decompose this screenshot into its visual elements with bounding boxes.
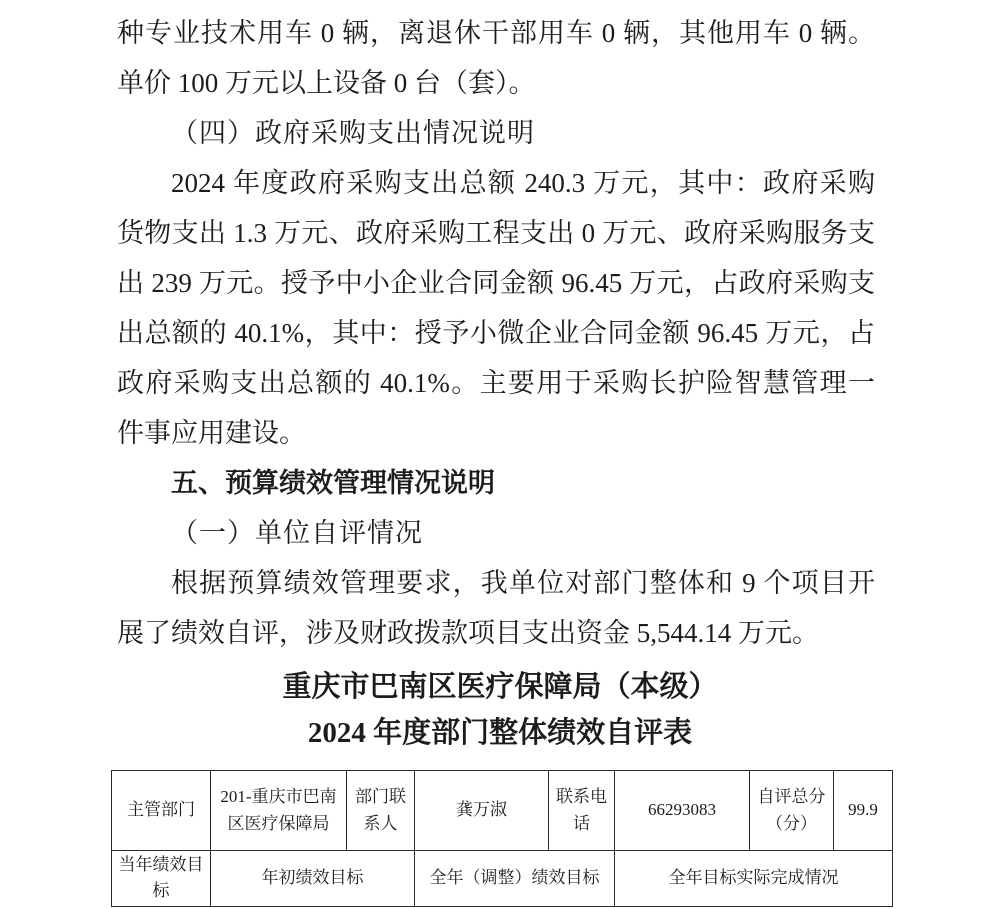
adjusted-target-header: 全年（调整）绩效目标 [415, 851, 615, 907]
body-line: 展了绩效自评，涉及财政拨款项目支出资金 5,544.14 万元。 [117, 618, 819, 648]
phone-label: 联系电话 [549, 771, 615, 851]
body-line: 政府采购支出总额的 40.1%。主要用于采购长护险智慧管理一 [117, 368, 875, 398]
table-title-block [0, 664, 1000, 756]
self-eval-table [111, 770, 893, 907]
dept-label: 主管部门 [112, 771, 211, 851]
body-line: 出总额的 40.1%，其中：授予小微企业合同金额 96.45 万元，占 [117, 318, 875, 348]
subsection-heading-1: （一）单位自评情况 [171, 518, 423, 548]
current-year-target-label: 当年绩效目标 [112, 851, 211, 907]
body-line: 出 239 万元。授予中小企业合同金额 96.45 万元，占政府采购支 [117, 268, 875, 298]
table-title-year: 2024 年度部门整体绩效自评表 [307, 717, 693, 749]
section-heading-5: 五、预算绩效管理情况说明 [171, 468, 495, 498]
body-line: 单价 100 万元以上设备 0 台（套）。 [117, 68, 536, 98]
initial-target-header: 年初绩效目标 [211, 851, 415, 907]
body-line: 根据预算绩效管理要求，我单位对部门整体和 9 个项目开 [171, 568, 875, 598]
contact-value: 龚万淑 [415, 771, 549, 851]
table-row [112, 851, 893, 907]
subsection-heading-4: （四）政府采购支出情况说明 [171, 118, 535, 148]
table-title-org: 重庆市巴南区医疗保障局（本级） [282, 671, 718, 703]
body-line: 货物支出 1.3 万元、政府采购工程支出 0 万元、政府采购服务支 [117, 218, 875, 248]
body-line: 件事应用建设。 [117, 418, 306, 448]
table-row [112, 771, 893, 851]
contact-label: 部门联系人 [347, 771, 415, 851]
score-value: 99.9 [834, 771, 893, 851]
body-line: 种专业技术用车 0 辆，离退休干部用车 0 辆，其他用车 0 辆。 [117, 18, 875, 48]
score-label: 自评总分（分） [750, 771, 834, 851]
actual-completion-header: 全年目标实际完成情况 [615, 851, 893, 907]
phone-value: 66293083 [615, 771, 750, 851]
body-line: 2024 年度政府采购支出总额 240.3 万元，其中：政府采购 [171, 168, 875, 198]
dept-value: 201-重庆市巴南区医疗保障局 [211, 771, 347, 851]
